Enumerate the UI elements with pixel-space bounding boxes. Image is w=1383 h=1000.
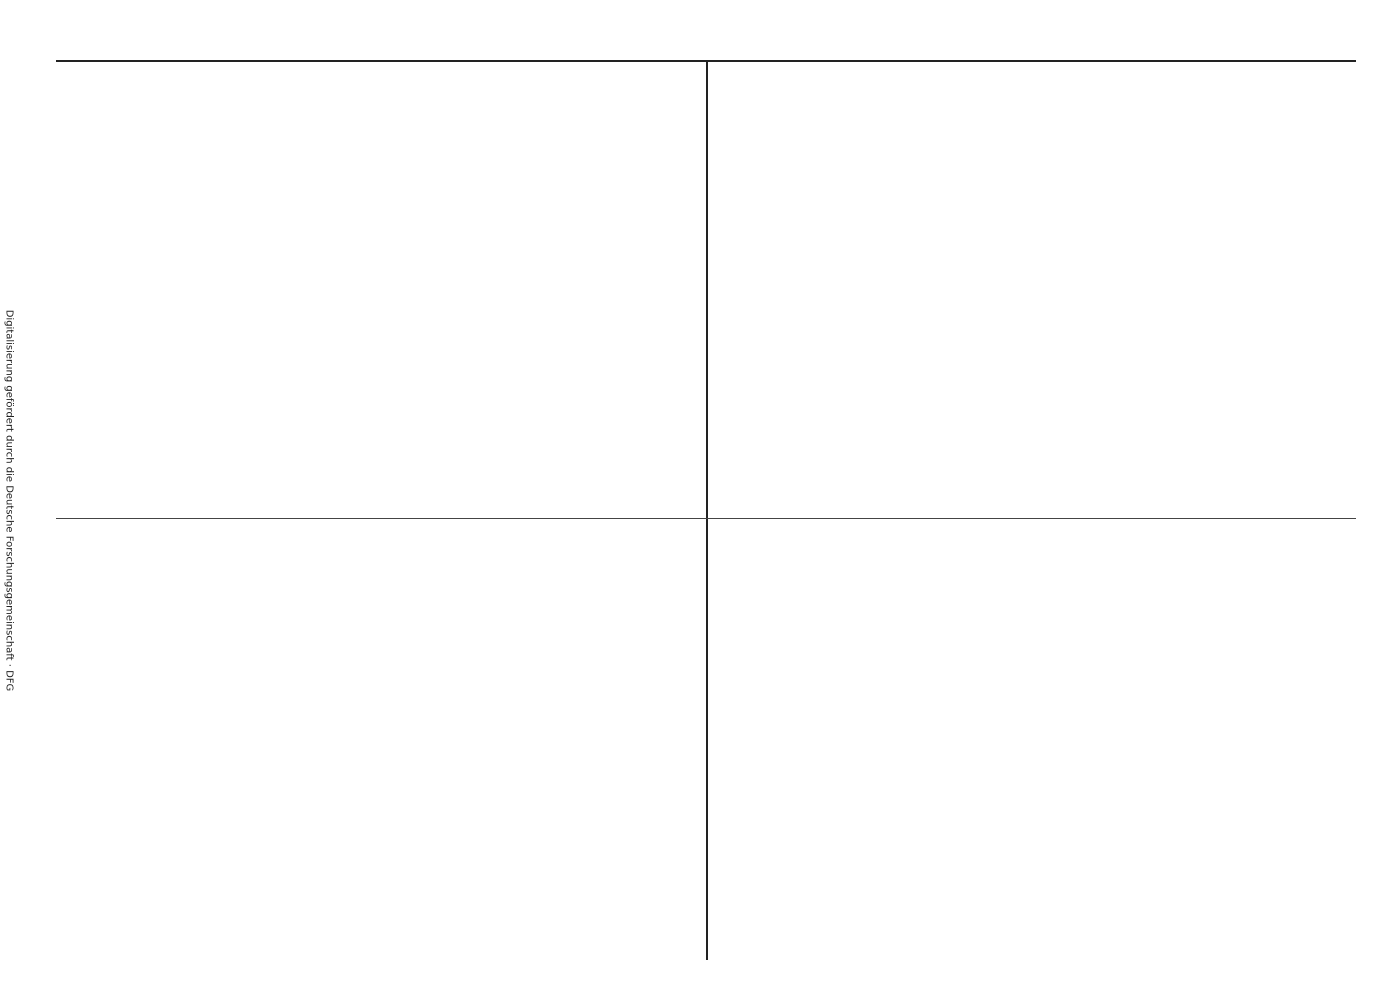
right-column-a [716,90,1356,510]
left-column-b [56,530,696,950]
right-half [716,20,1356,980]
left-column-a [56,90,696,510]
digitization-credit [0,0,18,1000]
left-half [56,20,696,980]
document-spread [56,20,1356,980]
right-column-b [716,530,1356,950]
center-divider [706,60,708,960]
credit-text: Digitalisierung gefördert durch die Deutsche Forschungsgemeinschaft · DFG [3,309,15,691]
